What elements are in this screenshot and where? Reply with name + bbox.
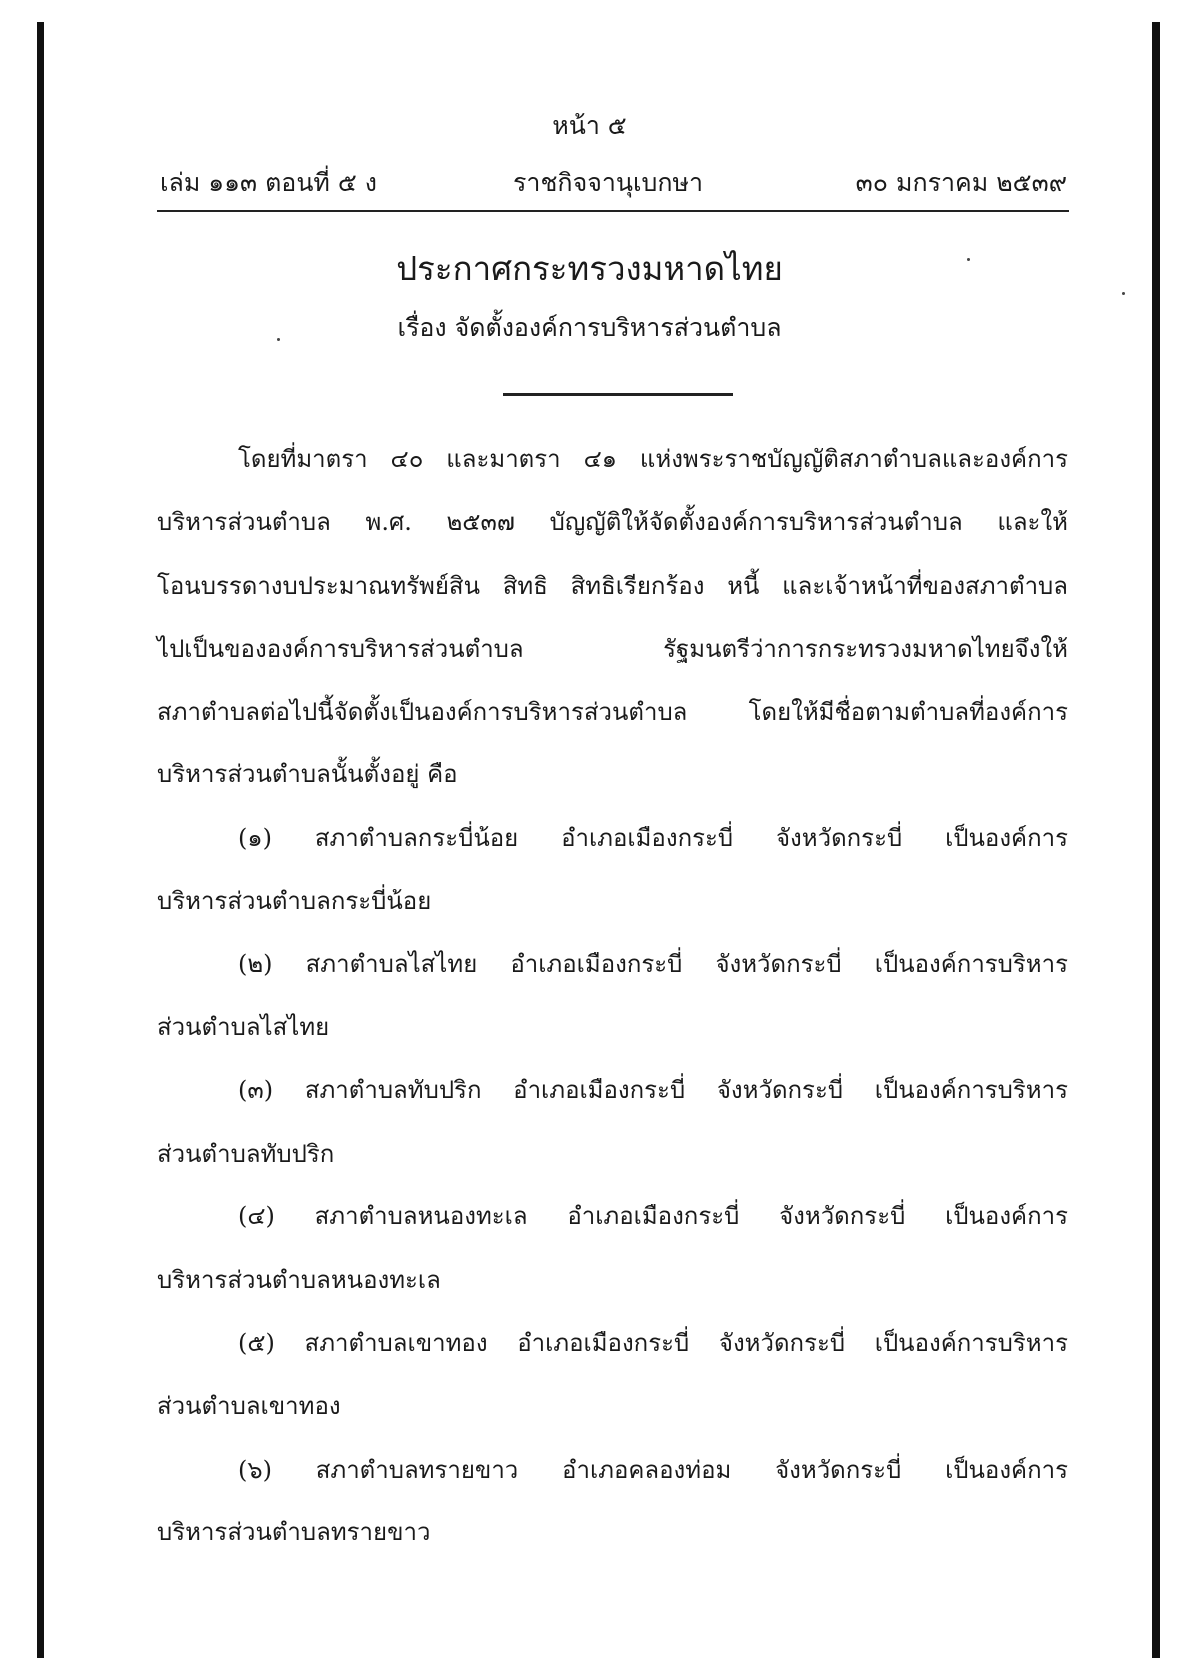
list-item-continuation: บริหารส่วนตำบลทรายขาว xyxy=(157,1518,431,1546)
preamble-line: โดยที่มาตรา ๔๐ และมาตรา ๔๑ แห่งพระราชบัญญัติสภาตำบลและองค์การ xyxy=(238,445,1068,473)
list-item-continuation: บริหารส่วนตำบลกระบี่น้อย xyxy=(157,887,432,915)
list-item-line: (๓) สภาตำบลทับปริก อำเภอเมืองกระบี่ จังหวัดกระบี่ เป็นองค์การบริหาร xyxy=(238,1076,1068,1104)
volume-issue: เล่ม ๑๑๓ ตอนที่ ๕ ง xyxy=(160,168,377,197)
preamble-line: ไปเป็นขององค์การบริหารส่วนตำบล รัฐมนตรีว่าการกระทรวงมหาดไทยจึงให้ xyxy=(157,635,1068,663)
list-item-continuation: บริหารส่วนตำบลหนองทะเล xyxy=(157,1266,441,1294)
list-item-continuation: ส่วนตำบลไสไทย xyxy=(157,1013,330,1041)
list-item-line: (๖) สภาตำบลทรายขาว อำเภอคลองท่อม จังหวัดกระบี่ เป็นองค์การ xyxy=(238,1456,1068,1484)
document-subject: เรื่อง จัดตั้งองค์การบริหารส่วนตำบล xyxy=(397,313,782,342)
list-item-continuation: ส่วนตำบลเขาทอง xyxy=(157,1392,341,1420)
gazette-header xyxy=(160,167,1067,203)
list-item-line: (๔) สภาตำบลหนองทะเล อำเภอเมืองกระบี่ จังหวัดกระบี่ เป็นองค์การ xyxy=(238,1202,1068,1230)
page-number: หน้า ๕ xyxy=(552,111,627,140)
list-item-continuation: ส่วนตำบลทับปริก xyxy=(157,1140,335,1168)
publication-date: ๓๐ มกราคม ๒๕๓๙ xyxy=(855,168,1067,197)
list-item-line: (๒) สภาตำบลไสไทย อำเภอเมืองกระบี่ จังหวัดกระบี่ เป็นองค์การบริหาร xyxy=(238,950,1068,978)
list-item-line: (๕) สภาตำบลเขาทอง อำเภอเมืองกระบี่ จังหวัดกระบี่ เป็นองค์การบริหาร xyxy=(238,1329,1068,1357)
preamble-line: สภาตำบลต่อไปนี้จัดตั้งเป็นองค์การบริหารส่วนตำบล โดยให้มีชื่อตามตำบลที่องค์การ xyxy=(157,698,1068,726)
scan-speck xyxy=(967,258,970,261)
preamble-line: โอนบรรดางบประมาณทรัพย์สิน สิทธิ สิทธิเรียกร้อง หนี้ และเจ้าหน้าที่ของสภาตำบล xyxy=(157,572,1068,600)
title-divider xyxy=(503,393,733,396)
header-divider xyxy=(157,210,1069,212)
list-item-line: (๑) สภาตำบลกระบี่น้อย อำเภอเมืองกระบี่ จังหวัดกระบี่ เป็นองค์การ xyxy=(238,824,1068,852)
gazette-name: ราชกิจจานุเบกษา xyxy=(513,168,704,197)
document-title: ประกาศกระทรวงมหาดไทย xyxy=(396,249,783,288)
preamble-line: บริหารส่วนตำบลนั้นตั้งอยู่ คือ xyxy=(157,760,458,788)
scan-speck xyxy=(1122,292,1125,295)
preamble-line: บริหารส่วนตำบล พ.ศ. ๒๕๓๗ บัญญัติให้จัดตั้งองค์การบริหารส่วนตำบล และให้ xyxy=(157,508,1068,536)
scan-speck xyxy=(277,338,280,341)
